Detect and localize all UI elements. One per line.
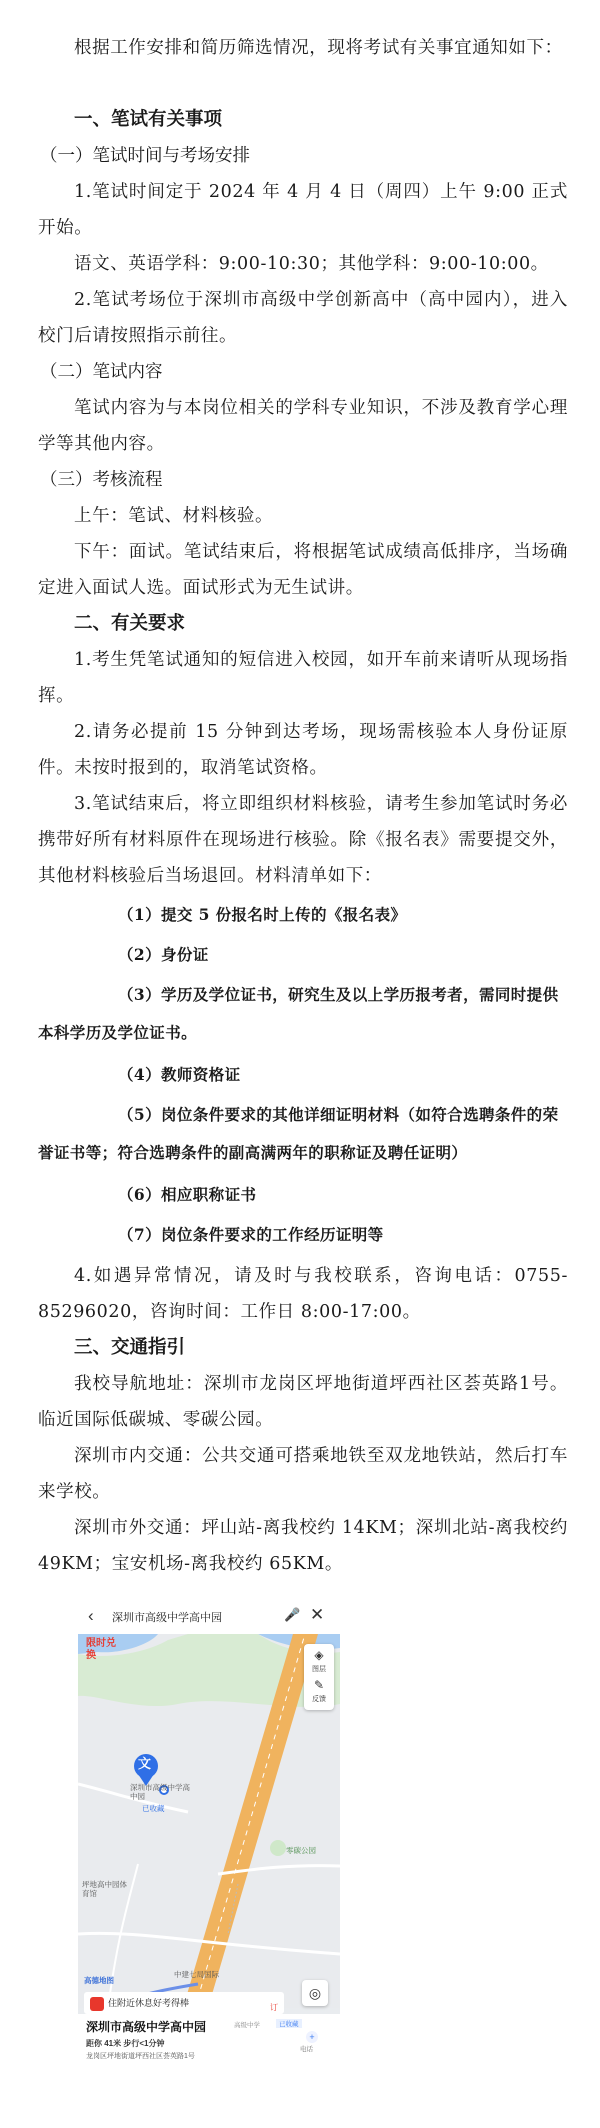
- pin-label: 深圳市高级中学高中园: [130, 1783, 190, 1801]
- paragraph: 1.笔试时间定于 2024 年 4 月 4 日（周四）上午 9:00 正式开始。: [38, 182, 568, 238]
- list-item: （2）身份证: [118, 945, 209, 964]
- subsection-1-heading: （一）笔试时间与考场安排: [40, 146, 250, 166]
- paragraph: 深圳市外交通：坪山站-离我校约 14KM；深圳北站-离我校约 49KM；宝安机场-离我校约 65KM。: [38, 1518, 568, 1574]
- map-search-text[interactable]: 深圳市高级中学高中园: [112, 1612, 222, 1624]
- map-screenshot: [78, 1600, 340, 2066]
- paragraph: 4.如遇异常情况，请及时与我校联系，咨询电话：0755-85296020，咨询时间：工作日 8:00-17:00。: [38, 1266, 568, 1322]
- intro-paragraph: 根据工作安排和简历筛选情况，现将考试有关事宜通知如下：: [74, 38, 563, 58]
- paragraph: 3.笔试结束后，将立即组织材料核验，请考生参加笔试时务必携带好所有材料原件在现场进行核验。除《报名表》需要提交外，其他材料核验后当场退回。材料清单如下：: [38, 794, 568, 886]
- pin-sub-label: 已收藏: [142, 1804, 165, 1813]
- paragraph: 深圳市内交通：公共交通可搭乘地铁至双龙地铁站，然后打车来学校。: [38, 1446, 568, 1502]
- locate-icon[interactable]: ◎: [302, 1980, 328, 2006]
- place-name: 深圳市高级中学高中园: [86, 2020, 207, 2034]
- phone-label[interactable]: 电话: [300, 2046, 313, 2053]
- paragraph: 下午：面试。笔试结束后，将根据笔试成绩高低排序，当场确定进入面试人选。面试形式为无生试讲。: [38, 542, 568, 598]
- place-category: 高级中学: [234, 2022, 260, 2029]
- layers-label[interactable]: 图层: [312, 1666, 326, 1673]
- promo-banner[interactable]: [84, 1992, 284, 2014]
- hotel-icon: [90, 1997, 104, 2011]
- close-icon[interactable]: ✕: [310, 1605, 325, 1624]
- phone-icon[interactable]: +: [306, 2031, 318, 2043]
- list-item: （7）岗位条件要求的工作经历证明等: [118, 1225, 384, 1244]
- feedback-label[interactable]: 反馈: [312, 1696, 326, 1703]
- paragraph: 笔试内容为与本岗位相关的学科专业知识，不涉及教育学心理学等其他内容。: [38, 398, 568, 454]
- list-item: （6）相应职称证书: [118, 1185, 257, 1204]
- list-item: （4）教师资格证: [118, 1065, 241, 1084]
- list-item: （1）提交 5 份报名时上传的《报名表》: [118, 905, 407, 924]
- paragraph: 我校导航地址：深圳市龙岗区坪地街道坪西社区荟英路1号。临近国际低碳城、零碳公园。: [38, 1374, 568, 1430]
- paragraph: 2.请务必提前 15 分钟到达考场，现场需核验本人身份证原件。未按时报到的，取消笔试资格。: [38, 722, 568, 778]
- paragraph: 上午：笔试、材料核验。: [74, 506, 274, 526]
- poi-label: 坪地高中园体育馆: [82, 1880, 127, 1898]
- list-item: （3）学历及学位证书，研究生及以上学历报考者，需同时提供本科学历及学位证书。: [38, 985, 559, 1042]
- layers-icon[interactable]: ◈: [314, 1648, 324, 1662]
- place-card[interactable]: [78, 2014, 340, 2066]
- pin-glyph: 文: [138, 1756, 152, 1771]
- feedback-icon[interactable]: ✎: [313, 1678, 325, 1692]
- map-tools-panel: [304, 1644, 334, 1710]
- promo-badge[interactable]: 限时兑换: [86, 1638, 116, 1661]
- promo-button[interactable]: 订: [270, 2003, 278, 2012]
- paragraph: 语文、英语学科：9:00-10:30；其他学科：9:00-10:00。: [74, 254, 549, 274]
- map-logo: 高德地图: [84, 1976, 114, 1985]
- subsection-2-heading: （二）笔试内容: [40, 362, 163, 382]
- paragraph: 2.笔试考场位于深圳市高级中学创新高中（高中园内），进入校门后请按照指示前往。: [38, 290, 568, 346]
- favorite-badge: 已收藏: [276, 2019, 302, 2028]
- section-1-heading: 一、笔试有关事项: [74, 109, 223, 130]
- map-canvas[interactable]: [78, 1634, 340, 2008]
- subsection-3-heading: （三）考核流程: [40, 470, 163, 490]
- map-search-bar[interactable]: [78, 1600, 340, 1634]
- section-3-heading: 三、交通指引: [74, 1337, 186, 1358]
- poi-label: 零碳公园: [286, 1846, 316, 1855]
- paragraph: 1.考生凭笔试通知的短信进入校园，如开车前来请听从现场指挥。: [38, 650, 568, 706]
- list-item: （5）岗位条件要求的其他详细证明材料（如符合选聘条件的荣誉证书等；符合选聘条件的副高满两年的职称证及聘任证明）: [38, 1105, 559, 1162]
- section-2-heading: 二、有关要求: [74, 613, 186, 634]
- back-arrow-icon[interactable]: ‹: [88, 1606, 94, 1625]
- place-distance: 距你 41米 步行<1分钟: [86, 2039, 165, 2048]
- poi-label: 中建七局国际: [174, 1970, 219, 1979]
- promo-text: 住附近休息好考得棒: [108, 1998, 190, 2008]
- microphone-icon[interactable]: 🎤: [284, 1607, 301, 1622]
- place-address: 龙岗区坪地街道坪西社区荟英路1号: [86, 2053, 195, 2060]
